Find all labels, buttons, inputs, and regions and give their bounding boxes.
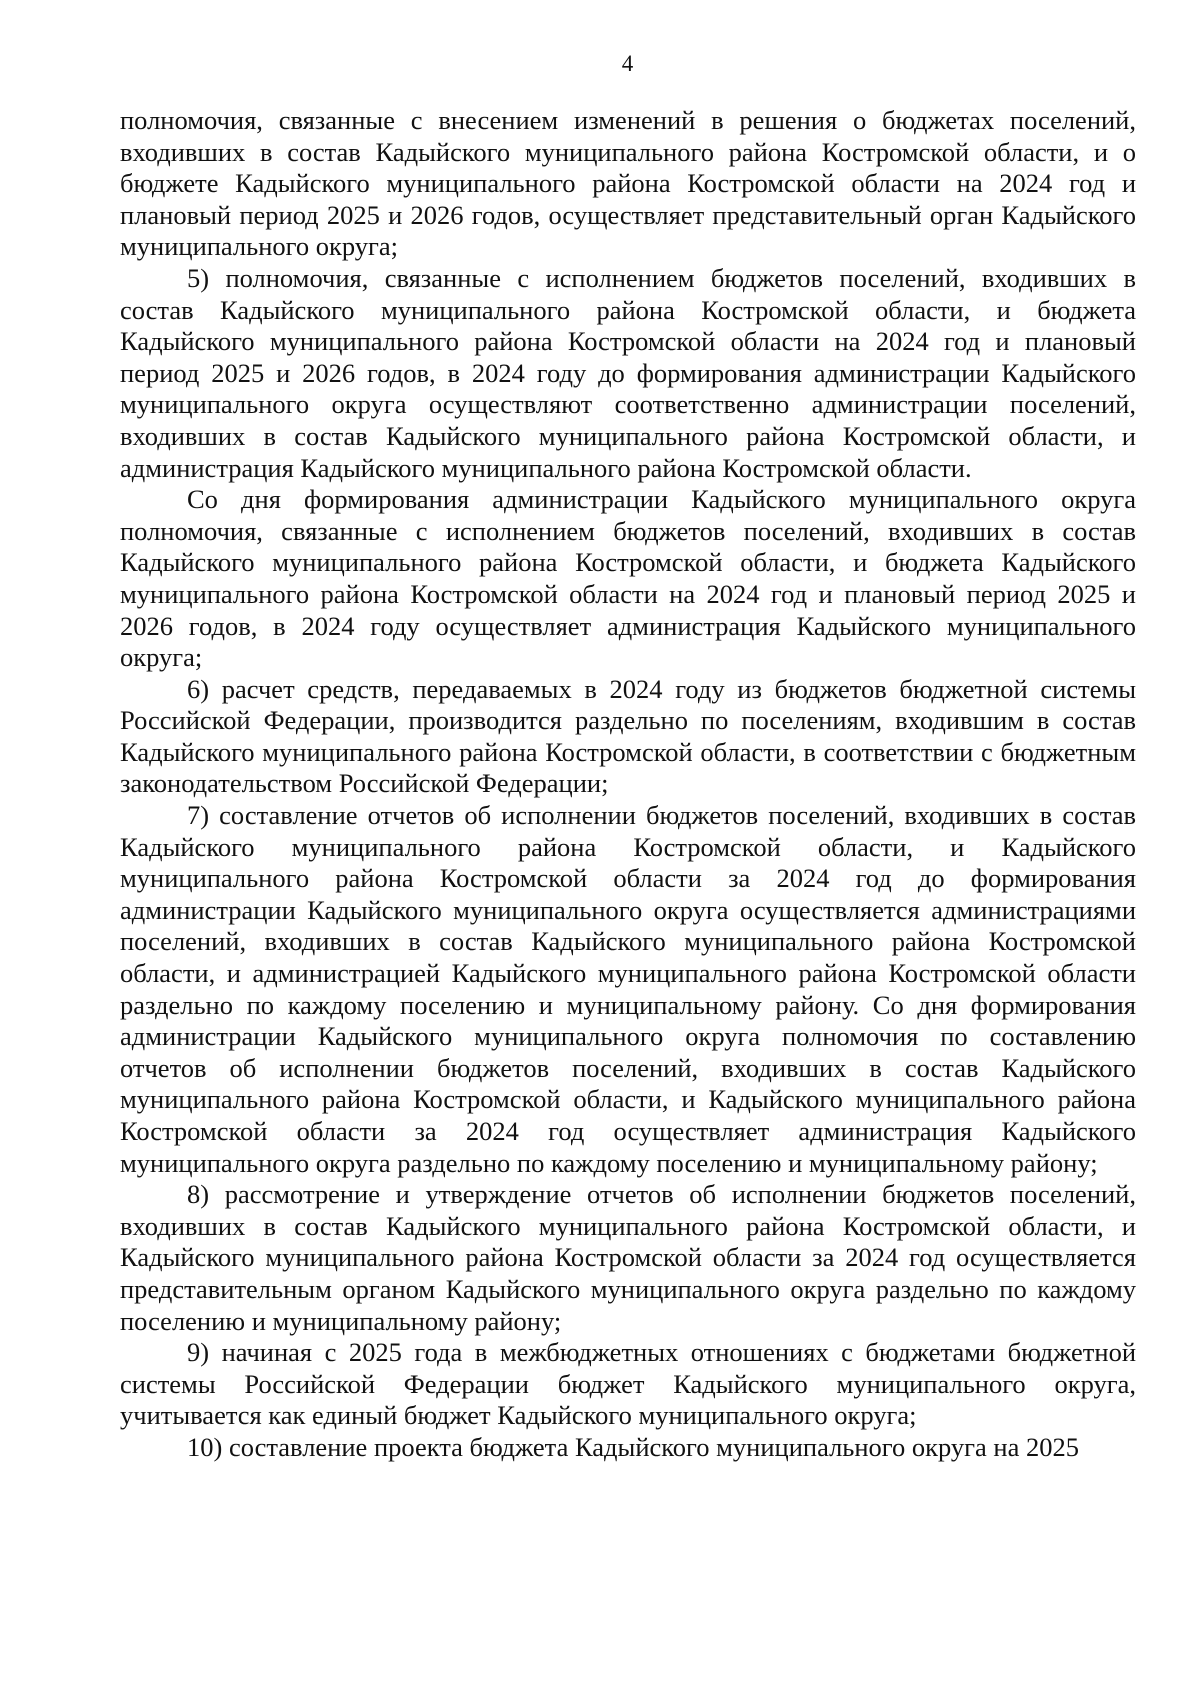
paragraph-item-8: 8) рассмотрение и утверждение отчетов об исполнении бюджетов поселений, входивших в состав Кадыйского муниципального района Костромской области, и Кадыйского муниципального района Костромской области за 2024 год осуществляется представительным органом Кадыйского муниципального округа раздельно по каждому поселению и муниципальному району; [120,1179,1136,1336]
paragraph-item-10: 10) составление проекта бюджета Кадыйского муниципального округа на 2025 [187,1431,1079,1462]
paragraph-item-6: 6) расчет средств, передаваемых в 2024 году из бюджетов бюджетной системы Российской Федерации, производится раздельно по поселениям, входившим в состав Кадыйского муниципального района Костромской области, в соответствии с бюджетным законодательством Российской Федерации; [120,673,1136,799]
paragraph-item-5: 5) полномочия, связанные с исполнением бюджетов поселений, входивших в состав Кадыйского муниципального района Костромской области, и бюджета Кадыйского муниципального района Костромской области на 2024 год и плановый период 2025 и 2026 годов, в 2024 году до формирования администрации Кадыйского муниципального округа осуществляют соответственно администрации поселений, входивших в состав Кадыйского муниципального района Костромской области, и администрация Кадыйского муниципального района Костромской области. [120,262,1136,483]
paragraph-item-5-continued: Со дня формирования администрации Кадыйского муниципального округа полномочия, связанные с исполнением бюджетов поселений, входивших в состав Кадыйского муниципального района Костромской области, и бюджета Кадыйского муниципального района Костромской области на 2024 год и плановый период 2025 и 2026 годов, в 2024 году осуществляет администрация Кадыйского муниципального округа; [120,484,1136,673]
paragraph-continuation: полномочия, связанные с внесением изменений в решения о бюджетах поселений, входивших в состав Кадыйского муниципального района Костромской области, и о бюджете Кадыйского муниципального района Костромской области на 2024 год и плановый период 2025 и 2026 годов, осуществляет представительный орган Кадыйского муниципального округа; [120,105,1136,262]
document-body [120,105,1136,1464]
paragraph-item-7: 7) составление отчетов об исполнении бюджетов поселений, входивших в состав Кадыйского муниципального района Костромской области, и Кадыйского муниципального района Костромской области за 2024 год до формирования администрации Кадыйского муниципального округа осуществляется администрациями поселений, входивших в состав Кадыйского муниципального района Костромской области, и администрацией Кадыйского муниципального района Костромской области раздельно по каждому поселению и муниципальному району. Со дня формирования администрации Кадыйского муниципального округа полномочия по составлению отчетов об исполнении бюджетов поселений, входивших в состав Кадыйского муниципального района Костромской области, и Кадыйского муниципального района Костромской области за 2024 год осуществляет администрация Кадыйского муниципального округа раздельно по каждому поселению и муниципальному району; [120,800,1136,1178]
paragraph-item-9: 9) начиная с 2025 года в межбюджетных отношениях с бюджетами бюджетной системы Российской Федерации бюджет Кадыйского муниципального округа, учитывается как единый бюджет Кадыйского муниципального округа; [120,1337,1136,1431]
page-number: 4 [621,51,634,76]
